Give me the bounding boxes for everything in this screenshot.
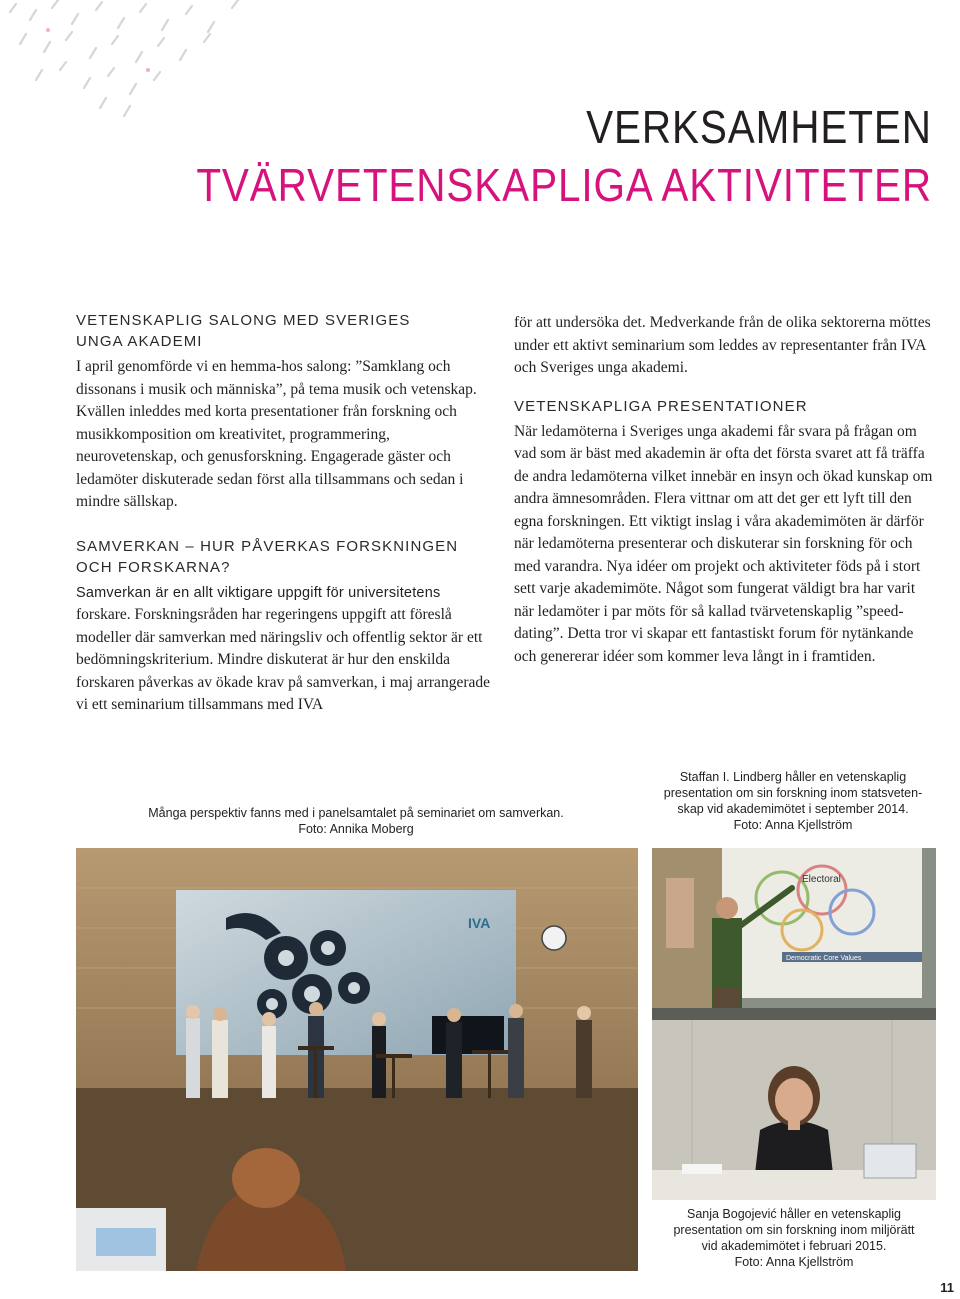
heading-samverkan-line2: OCH FORSKARNA? bbox=[76, 558, 231, 576]
slide-footer: Democratic Core Values bbox=[786, 955, 862, 962]
heading-samverkan-line1: SAMVERKAN – HUR PÅVERKAS FORSKNINGEN bbox=[76, 537, 459, 555]
caption-panel bbox=[76, 805, 636, 837]
caption-sanja bbox=[652, 1206, 936, 1270]
photo-panel-discussion bbox=[76, 848, 638, 1271]
photo-staffan-presentation bbox=[652, 848, 936, 1020]
right-column bbox=[514, 312, 936, 668]
heading-salong bbox=[76, 310, 491, 352]
heading-salong-line2: UNGA AKADEMI bbox=[76, 333, 203, 350]
caption-sanja-line3: vid akademimötet i februari 2015. bbox=[701, 1239, 887, 1253]
caption-staffan-line2: presentation om sin forskning inom statsveten- bbox=[663, 786, 923, 800]
page-number: 11 bbox=[940, 1280, 954, 1295]
heading-samverkan bbox=[76, 536, 491, 578]
caption-sanja-credit: Foto: Anna Kjellström bbox=[734, 1255, 854, 1269]
caption-panel-credit: Foto: Annika Moberg bbox=[298, 822, 414, 836]
paragraph-samverkan: forskare. Forskningsråden har regeringens uppgift att föreslå modeller där samverkan med näringsliv och offentlig sektor är ett bedömningskriterium. Mindre diskuterat är hur den enskilda forskaren påverkas av ökade krav på samverkan, i maj arrangerade vi ett seminarium tillsammans med IVA bbox=[76, 606, 490, 713]
paragraph-presentationer: När ledamöterna i Sveriges unga akademi får svara på frågan om vad som är bäst med akademin är ofta det första svaret att få träffa de andra ledamöterna vilket innebär en insyn och ökad kunskap om andra ämnesområden. Flera vittnar om att det ger ett lyft till den egna forskningen. Ett viktigt inslag i våra akademimöten är därför när ledamöterna presenterar och diskuterar sin forskning för och med varandra. Nya idéer om projekt och aktiviteter föds på i stort sett varje akademimöte. Något som fungerat väldigt bra har varit när ledamöter i par möts för så kallad tvärvetenskaplig ”speed-dating”. Detta tror vi skapar ett fantastiskt forum för nytänkande och genererar idéer som kommer leva långt in i framtiden. bbox=[514, 422, 933, 665]
paragraph-seminarium: för att undersöka det. Medverkande från de olika sektorerna möttes under ett aktivt seminarium som leddes av representanter från IVA och Sveriges unga akademi. bbox=[514, 314, 931, 376]
caption-sanja-line2: presentation om sin forskning inom miljörätt bbox=[673, 1223, 915, 1237]
heading-presentationer: VETENSKAPLIGA PRESENTATIONER bbox=[514, 397, 808, 415]
decorative-dash-pattern bbox=[0, 0, 260, 130]
paragraph-samverkan-lead: Samverkan är en allt viktigare uppgift för universitetens bbox=[76, 584, 441, 601]
caption-panel-text: Många perspektiv fanns med i panelsamtalet på seminariet om samverkan. bbox=[148, 806, 564, 820]
caption-sanja-line1: Sanja Bogojević håller en vetenskaplig bbox=[686, 1207, 902, 1221]
caption-staffan-line3: skap vid akademimötet i september 2014. bbox=[677, 802, 909, 816]
paragraph-salong: I april genomförde vi en hemma-hos salong: ”Samklang och dissonans i musik och människa”, på tema musik och vetenskap. Kvällen inleddes med korta presentationer från forskning och musikkomposition om kreativitet, programmering, neurovetenskap, och genusforskning. Engagerade gäster och ledamöter diskuterade sedan först alla tillsammans och sedan i mindre sällskap. bbox=[76, 358, 477, 510]
caption-staffan bbox=[648, 769, 938, 833]
slide-text: Electoral bbox=[802, 874, 841, 885]
caption-staffan-line1: Staffan I. Lindberg håller en vetenskaplig bbox=[679, 770, 907, 784]
photo-sanja-presentation bbox=[652, 1020, 936, 1200]
left-column bbox=[76, 310, 491, 717]
iva-logo-text: IVA bbox=[468, 915, 491, 931]
heading-salong-line1: VETENSKAPLIG SALONG MED SVERIGES bbox=[76, 312, 411, 329]
caption-staffan-credit: Foto: Anna Kjellström bbox=[733, 818, 853, 832]
section-title: VERKSAMHETEN bbox=[586, 101, 932, 153]
page-title: TVÄRVETENSKAPLIGA AKTIVITETER bbox=[196, 159, 932, 211]
